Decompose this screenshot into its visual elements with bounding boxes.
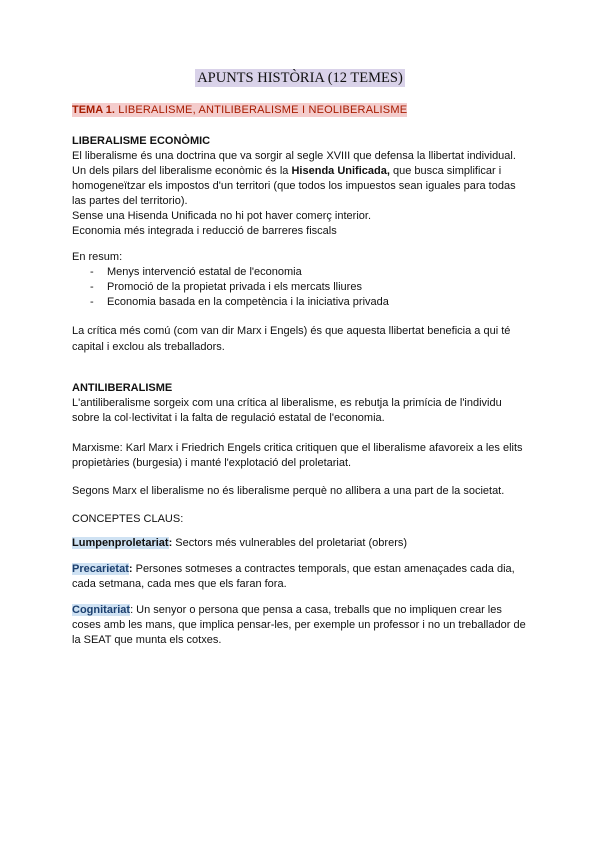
list-item: - Menys intervenció estatal de l'economia: [72, 265, 532, 280]
antiliberalisme-section: [72, 381, 532, 426]
concept-sep: :: [168, 537, 173, 549]
list-item: - Economia basada en la competència i la iniciativa privada: [72, 295, 532, 310]
tema-heading: [72, 104, 407, 116]
concept-lumpen: [72, 536, 532, 551]
concept-term: Lumpenproletariat: [72, 537, 169, 549]
resum-section: [72, 250, 532, 310]
resum-label: En resum:: [72, 251, 123, 263]
concept-definition: Persones sotmeses a contractes temporals, que estan amenaçades cada dia, cada setmana, cada mes que els faran fora.: [72, 563, 515, 590]
conceptes-label: [72, 512, 532, 527]
tema-number: TEMA 1.: [72, 104, 115, 116]
segons-marx-text: Segons Marx el liberalisme no és liberalisme perquè no allibera a una part de la societat.: [72, 485, 505, 497]
segons-marx-paragraph: [72, 484, 532, 499]
document-title: [0, 70, 600, 87]
concept-precarietat: [72, 562, 532, 592]
list-item: - Promoció de la propietat privada i els mercats lliures: [72, 280, 532, 295]
concept-definition: Un senyor o persona que pensa a casa, treballs que no impliquen crear les coses amb les mans, que implica pensar-les, per exemple un professor i no un treballador de la SEAT que munta els cotxes.: [72, 604, 526, 646]
liberalisme-line2-post: que busca simplificar i homogeneïtzar els impostos d'un territori (que todos los impuestos sean iguales para todas las partes del territorio).: [72, 165, 516, 207]
concept-term: Precarietat: [72, 563, 129, 575]
concept-sep: :: [128, 563, 133, 575]
liberalisme-section: [72, 134, 532, 239]
tema-title: LIBERALISME, ANTILIBERALISME I NEOLIBERALISME: [115, 104, 408, 116]
marxisme-paragraph: [72, 441, 532, 471]
critica-text: La crítica més comú (com van dir Marx i Engels) és que aquesta llibertat beneficia a qui té capital i exclou als treballadors.: [72, 325, 511, 353]
concept-term: Cognitariat: [72, 604, 131, 616]
liberalisme-line4: Economia més integrada i reducció de barreres fiscals: [72, 225, 337, 237]
liberalisme-line2-pre: Un dels pilars del liberalisme econòmic és la: [72, 165, 292, 177]
document-title-text: APUNTS HISTÒRIA (12 TEMES): [197, 70, 403, 86]
liberalisme-heading: LIBERALISME ECONÒMIC: [72, 135, 211, 147]
liberalisme-line1: El liberalisme és una doctrina que va sorgir al segle XVIII que defensa la llibertat individual.: [72, 150, 516, 162]
liberalisme-line3: Sense una Hisenda Unificada no hi pot haver comerç interior.: [72, 210, 372, 222]
antiliberalisme-para1: L'antiliberalisme sorgeix com una crítica al liberalisme, es rebutja la primícia de l'individu sobre la col·lectivitat i la falta de regulació estatal de l'economia.: [72, 397, 502, 424]
concept-cognitariat: [72, 603, 532, 648]
antiliberalisme-heading: ANTILIBERALISME: [72, 382, 173, 394]
hisenda-unificada-bold: Hisenda Unificada,: [291, 165, 390, 177]
concept-sep: :: [130, 604, 134, 616]
resum-list: [72, 265, 532, 310]
conceptes-label-text: CONCEPTES CLAUS:: [72, 513, 184, 525]
liberalisme-line2: [72, 164, 532, 209]
critica-paragraph: [72, 323, 532, 355]
concept-definition: Sectors més vulnerables del proletariat (obrers): [172, 537, 408, 549]
marxisme-text: Marxisme: Karl Marx i Friedrich Engels critica critiquen que el liberalisme afavoreix a les elits propietàries (burgesia) i manté l'explotació del proletariat.: [72, 442, 523, 469]
